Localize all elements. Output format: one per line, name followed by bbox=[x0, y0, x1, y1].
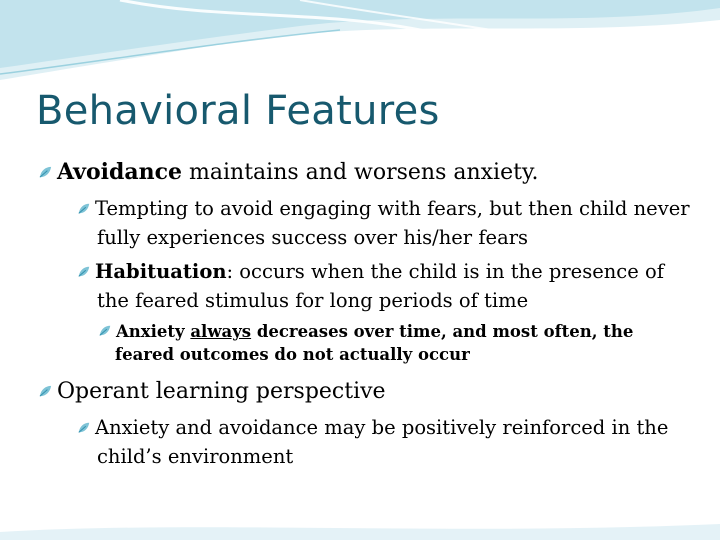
bullet-avoidance bbox=[38, 158, 678, 187]
bullet-strong-text: Avoidance bbox=[57, 159, 183, 185]
leaf-bullet-icon bbox=[98, 324, 112, 338]
page-title: Behavioral Features bbox=[36, 88, 440, 134]
bullet-reinforced bbox=[77, 413, 697, 471]
leaf-bullet-icon bbox=[38, 384, 53, 399]
bullet-text-post: decreases over time, and most often, the feared outcomes do not actually occur bbox=[115, 322, 634, 364]
bullet-text-pre: Anxiety bbox=[116, 322, 191, 341]
bullet-tempting bbox=[77, 194, 697, 252]
bullet-strong-text: Habituation bbox=[95, 260, 227, 283]
bullet-habituation bbox=[77, 257, 697, 315]
leaf-bullet-icon bbox=[38, 165, 53, 180]
bullet-text: Tempting to avoid engaging with fears, but then child never fully experiences success over his/her fears bbox=[95, 197, 690, 249]
bullet-anxiety-always bbox=[98, 320, 680, 366]
bullet-text: Anxiety and avoidance may be positively reinforced in the child’s environment bbox=[95, 416, 669, 468]
bullet-text: maintains and worsens anxiety. bbox=[182, 160, 539, 185]
bullet-text: Operant learning perspective bbox=[57, 379, 386, 404]
leaf-bullet-icon bbox=[77, 265, 91, 279]
bullet-operant bbox=[38, 378, 678, 406]
leaf-bullet-icon bbox=[77, 421, 91, 435]
leaf-bullet-icon bbox=[77, 202, 91, 216]
bullet-underlined-text: always bbox=[190, 322, 252, 341]
bullet-text: : occurs when the child is in the presence of the feared stimulus for long periods of time bbox=[97, 260, 664, 312]
bottom-wave-decoration bbox=[0, 510, 720, 540]
